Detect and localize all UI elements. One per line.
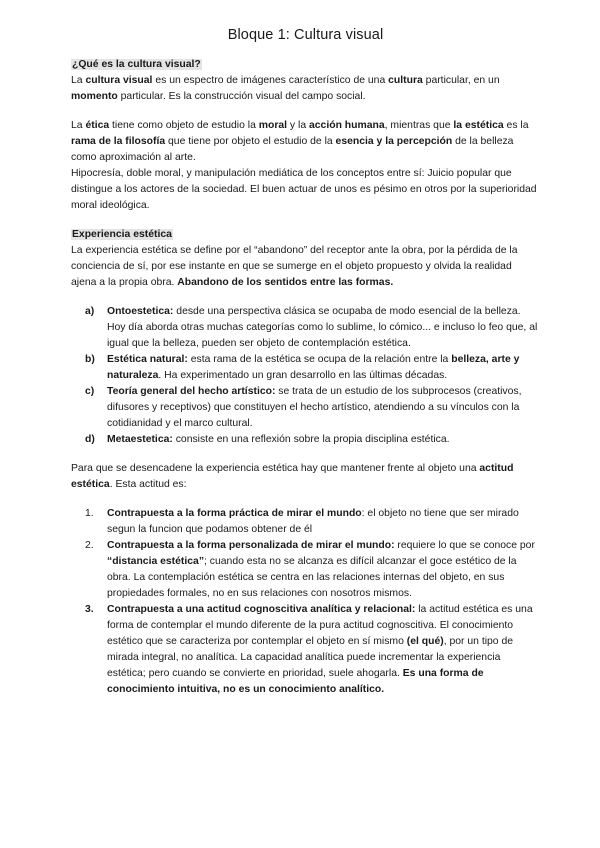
bold-text-run: cultura visual: [85, 75, 153, 86]
text-run: particular. Es la construcción visual del campo social.: [117, 91, 366, 102]
paragraph-etica-estetica: [71, 118, 540, 166]
text-run: , por un tipo de mirada integral, no analítica. La capacidad analítica puede incrementar la experiencia estética; pero cuando se convierte en prioridad, suele ahogarla.: [107, 636, 514, 679]
heading-text: Experiencia estética: [72, 229, 172, 240]
bold-text-run: momento: [71, 91, 118, 102]
list-item: [71, 304, 540, 352]
bold-text-run: Teoría general del hecho artístico:: [107, 386, 276, 397]
spacer: [71, 214, 540, 227]
bold-text-run: belleza, arte y naturaleza: [107, 354, 520, 381]
bold-text-run: (el qué): [406, 636, 444, 647]
text-run: tiene como objeto de estudio la: [109, 120, 259, 131]
text-run: . Ha experimentado un gran desarrollo en las últimas décadas.: [158, 370, 448, 381]
text-run: desde una perspectiva clásica se ocupaba de modo esencial de la belleza. Hoy día aborda otras muchas categorías como lo sublime, lo cómico... e incluso lo feo que, al igual que la belleza, pueden ser objeto de contemplación estética.: [107, 306, 538, 349]
bold-text-run: Ontoestetica:: [107, 306, 174, 317]
section-heading-experiencia-estetica: [71, 227, 540, 243]
list-actitud-estetica: [71, 506, 540, 698]
paragraph-cultura-visual-def: [71, 73, 540, 105]
text-run: . Esta actitud es:: [109, 479, 187, 490]
text-run: La: [71, 120, 86, 131]
text-run: La experiencia estética se define por el “abandono” del receptor ante la obra, por la pérdida de la conciencia de sí, por ese instante en que se sumerge en el objeto propuesto y olvida la realidad ajena a la propia obra.: [71, 245, 518, 288]
bold-text-run: Metaestetica:: [107, 434, 173, 445]
bold-text-run: Contrapuesta a la forma práctica de mirar el mundo: [107, 508, 362, 519]
text-run: es la: [503, 120, 529, 131]
spacer: [71, 291, 540, 304]
bold-text-run: ética: [85, 120, 110, 131]
bold-text-run: acción humana: [309, 120, 385, 131]
bold-text-run: Abandono de los sentidos entre las formas.: [177, 277, 394, 288]
text-run: : el objeto no tiene que ser mirado segun la funcion que podamos obtener de él: [107, 508, 519, 535]
list-marker: d): [85, 434, 95, 445]
text-run: es un espectro de imágenes característico de una: [152, 75, 389, 86]
text-run: La: [71, 75, 86, 86]
text-run: que tiene por objeto el estudio de la: [165, 136, 336, 147]
heading-text: ¿Qué es la cultura visual?: [72, 59, 201, 70]
list-item: [71, 506, 540, 538]
bold-text-run: Es una forma de conocimiento intuitiva, no es un conocimiento analítico.: [107, 668, 484, 695]
list-marker: a): [85, 306, 95, 317]
text-run: particular, en un: [422, 75, 500, 86]
list-item: [71, 384, 540, 432]
text-run: ; cuando esta no se alcanza es difícil alcanzar el goce estético de la obra. La contemplación estética se centra en las relaciones internas del objeto, en sus propiedades formales, no en sus relaciones con nosotros mismos.: [107, 556, 517, 599]
text-run: se trata de un estudio de los subprocesos (creativos, difusores y receptivos) que constituyen el hecho artístico, atendiendo a su vínculos con la cotidianidad y el marco cultural.: [107, 386, 522, 429]
text-run: requiere lo que se conoce por: [394, 540, 535, 551]
text-run: y la: [287, 120, 309, 131]
bold-text-run: Contrapuesta a una actitud cognoscitiva analítica y relacional:: [107, 604, 416, 615]
bold-text-run: esencia y la percepción: [335, 136, 453, 147]
list-marker: b): [85, 354, 95, 365]
spacer: [71, 448, 540, 461]
spacer: [71, 105, 540, 118]
bold-text-run: rama de la filosofía: [71, 136, 166, 147]
text-run: la actitud estética es una forma de contemplar el mundo diferente de la pura actitud cognoscitiva. El conocimiento estético que se caracteriza por contemplar el objeto en sí mismo: [107, 604, 533, 647]
text-run: esta rama de la estética se ocupa de la relación entre la: [187, 354, 452, 365]
bold-text-run: “distancia estética”: [107, 556, 205, 567]
bold-text-run: Estética natural:: [107, 354, 188, 365]
paragraph-experiencia-def: [71, 243, 540, 291]
spacer: [71, 493, 540, 506]
paragraph-actitud-estetica: [71, 461, 540, 493]
bold-text-run: la estética: [453, 120, 504, 131]
section-heading-cultura-visual: [71, 57, 540, 73]
bold-text-run: actitud estética: [71, 463, 514, 490]
text-run: , mientras que: [384, 120, 454, 131]
bold-text-run: Contrapuesta a la forma personalizada de mirar el mundo:: [107, 540, 395, 551]
list-item: [71, 352, 540, 384]
list-item: [71, 538, 540, 602]
paragraph-hipocresia: Hipocresía, doble moral, y manipulación mediática de los conceptos entre sí: Juicio popular que distingue a los actores de la sociedad. El buen actuar de unos es pésimo en otros por la superioridad moral ideológica.: [71, 168, 537, 211]
list-estetica-ramas: [71, 304, 540, 448]
list-marker: c): [85, 386, 95, 397]
list-marker: 2.: [85, 540, 94, 551]
text-run: Para que se desencadene la experiencia estética hay que mantener frente al objeto una: [71, 463, 480, 474]
text-run: de la belleza como aproximación al arte.: [71, 136, 514, 163]
bold-text-run: moral: [258, 120, 288, 131]
list-marker: 3.: [85, 604, 94, 615]
list-item: [71, 602, 540, 698]
page-title: Bloque 1: Cultura visual: [227, 27, 384, 43]
bold-text-run: cultura: [388, 75, 423, 86]
list-item: [71, 432, 540, 448]
text-run: consiste en una reflexión sobre la propia disciplina estética.: [172, 434, 450, 445]
list-marker: 1.: [85, 508, 94, 519]
